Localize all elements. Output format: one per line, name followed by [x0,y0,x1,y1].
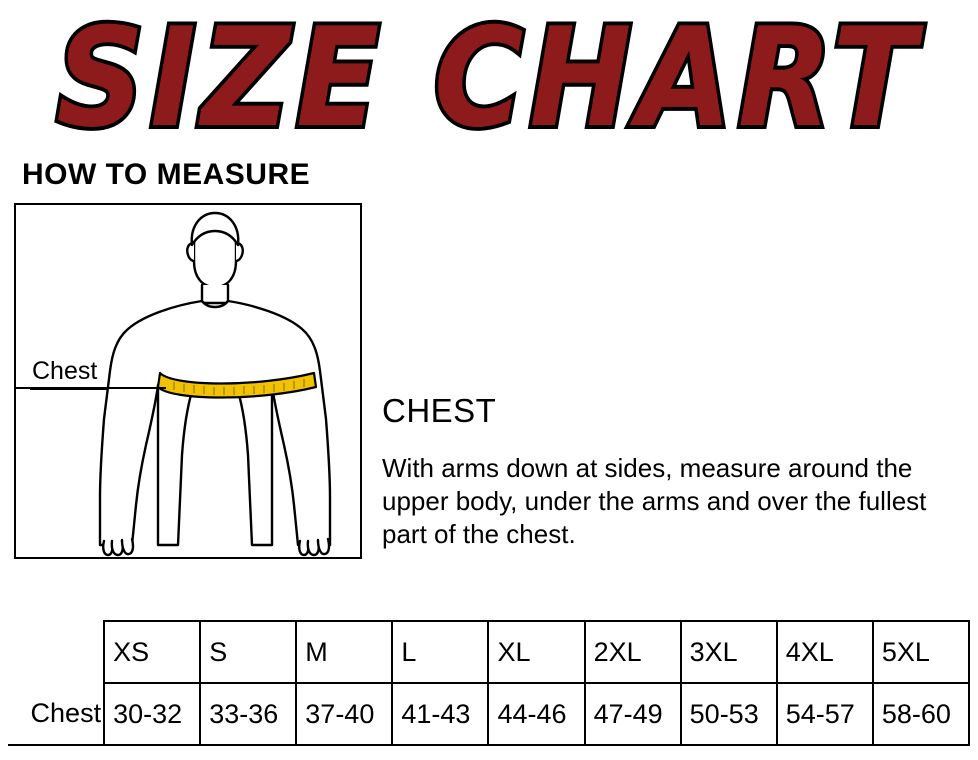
page-title [0,0,978,144]
table-cell-chest-3xl: 50-53 [681,683,777,745]
table-header-5xl: 5XL [873,621,969,683]
table-header-xl: XL [488,621,584,683]
chest-callout-underline [30,388,108,390]
table-row-label-chest: Chest [8,683,104,745]
page-title-text: SIZE CHART [56,0,922,144]
table-cell-chest-xl: 44-46 [488,683,584,745]
table-header-row [8,621,969,683]
table-cell-chest-s: 33-36 [200,683,296,745]
table-header-3xl: 3XL [681,621,777,683]
description-heading: CHEST [382,392,497,429]
table-header-l: L [392,621,488,683]
how-to-measure-heading: HOW TO MEASURE [22,158,311,191]
size-table [8,620,970,746]
table-cell-chest-5xl: 58-60 [873,683,969,745]
table-header-4xl: 4XL [777,621,873,683]
table-header-xs: XS [104,621,200,683]
table-cell-chest-2xl: 47-49 [585,683,681,745]
table-header-s: S [200,621,296,683]
table-header-m: M [296,621,392,683]
chest-callout-label: Chest [32,357,98,385]
table-cell-chest-l: 41-43 [392,683,488,745]
table-header-2xl: 2XL [585,621,681,683]
table-cell-chest-xs: 30-32 [104,683,200,745]
table-row [8,683,969,745]
table-cell-chest-4xl: 54-57 [777,683,873,745]
description-body: With arms down at sides, measure around the upper body, under the arms and over the fullest part of the chest. [382,453,927,549]
table-corner-blank [8,621,104,683]
table-cell-chest-m: 37-40 [296,683,392,745]
